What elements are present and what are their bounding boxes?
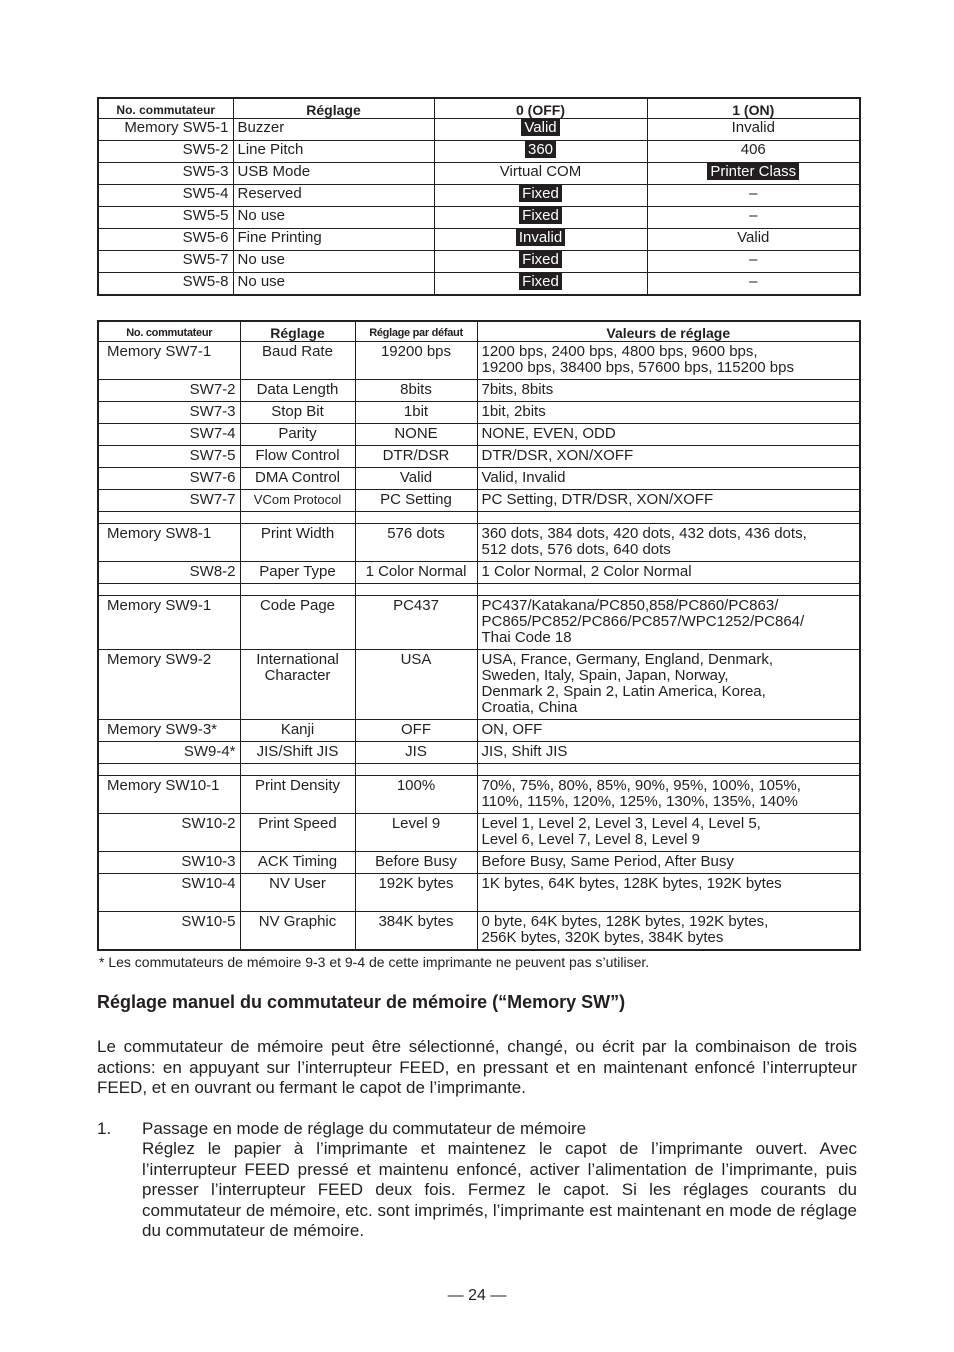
on-value-cell <box>647 273 860 296</box>
switch-number: SW10-4 <box>98 874 240 912</box>
setting-name: Print Speed <box>240 814 355 852</box>
default-value: 1 Color Normal <box>355 562 477 584</box>
on-value: – <box>749 207 758 224</box>
setting-name: DMA Control <box>240 468 355 490</box>
setting-values: PC Setting, DTR/DSR, XON/XOFF <box>477 490 860 512</box>
setting-values: 70%, 75%, 80%, 85%, 90%, 95%, 100%, 105%, 110%, 115%, 120%, 125%, 130%, 135%, 140% <box>477 776 860 814</box>
default-value: 1bit <box>355 402 477 424</box>
default-value: Valid <box>355 468 477 490</box>
switch-number: SW7-2 <box>98 380 240 402</box>
setting-values: 1K bytes, 64K bytes, 128K bytes, 192K bytes <box>477 874 860 912</box>
default-value: Level 9 <box>355 814 477 852</box>
setting-name: VCom Protocol <box>240 490 355 512</box>
switch-number: Memory SW5-1 <box>98 119 233 141</box>
separator-cell <box>477 764 860 776</box>
switch-number: SW7-6 <box>98 468 240 490</box>
table-row <box>98 490 860 512</box>
memory-switch-5-table <box>97 97 861 296</box>
default-value: 576 dots <box>355 524 477 562</box>
memory-switch-7-10-table <box>97 320 861 951</box>
table-row <box>98 742 860 764</box>
setting-values: 1200 bps, 2400 bps, 4800 bps, 9600 bps, 19200 bps, 38400 bps, 57600 bps, 115200 bps <box>477 342 860 380</box>
default-value: 19200 bps <box>355 342 477 380</box>
table-row <box>98 163 860 185</box>
setting-name: International Character <box>240 650 355 720</box>
step-body: Réglez le papier à l’imprimante et maintenez le capot de l’imprimante ouvert. Avec l’interrupteur FEED pressé et maintenu enfoncé, activer l’alimentation de l’imprimante, puis presser l’interrupteur FEED deux fois. Fermez le capot. Si les réglages courants du commutateur de mémoire, etc. sont imprimés, l’imprimante est maintenant en mode de réglage du commutateur de mémoire. <box>142 1139 857 1240</box>
setting-values: PC437/Katakana/PC850,858/PC860/PC863/ PC865/PC852/PC866/PC857/WPC1252/PC864/ Thai Code 18 <box>477 596 860 650</box>
table-row <box>98 874 860 912</box>
off-value: Fixed <box>519 185 562 202</box>
table-row <box>98 380 860 402</box>
table-row <box>98 596 860 650</box>
setting-name: Reserved <box>233 185 434 207</box>
on-value: Invalid <box>731 119 775 136</box>
header-on: 1 (ON) <box>647 98 860 119</box>
on-value-cell <box>647 119 860 141</box>
on-value-cell <box>647 141 860 163</box>
on-value-cell <box>647 185 860 207</box>
default-value: 8bits <box>355 380 477 402</box>
table-row <box>98 424 860 446</box>
setting-values: Before Busy, Same Period, After Busy <box>477 852 860 874</box>
off-value: 360 <box>525 141 556 158</box>
off-value-cell <box>434 163 647 185</box>
table-row <box>98 446 860 468</box>
setting-name: Baud Rate <box>240 342 355 380</box>
default-value: USA <box>355 650 477 720</box>
intro-paragraph: Le commutateur de mémoire peut être sélectionné, changé, ou écrit par la combinaison de trois actions: en appuyant sur l’interrupteur FEED, en pressant et en maintenant enfoncé l’interrupteur FEED, et en ouvrant ou fermant le capot de l’imprimante. <box>97 1037 857 1097</box>
switch-number: Memory SW10-1 <box>98 776 240 814</box>
switch-number: SW5-5 <box>98 207 233 229</box>
separator-cell <box>240 764 355 776</box>
separator-cell <box>98 584 240 596</box>
default-value: PC437 <box>355 596 477 650</box>
table-row <box>98 720 860 742</box>
setting-values: DTR/DSR, XON/XOFF <box>477 446 860 468</box>
setting-name: Fine Printing <box>233 229 434 251</box>
default-value: Before Busy <box>355 852 477 874</box>
off-value-cell <box>434 119 647 141</box>
default-value: NONE <box>355 424 477 446</box>
table-row <box>98 207 860 229</box>
setting-values: Level 1, Level 2, Level 3, Level 4, Level 5, Level 6, Level 7, Level 8, Level 9 <box>477 814 860 852</box>
switch-number: Memory SW9-2 <box>98 650 240 720</box>
default-value: JIS <box>355 742 477 764</box>
off-value: Fixed <box>519 207 562 224</box>
off-value-cell <box>434 229 647 251</box>
default-value: DTR/DSR <box>355 446 477 468</box>
setting-name: Code Page <box>240 596 355 650</box>
header-no: No. commutateur <box>98 321 240 342</box>
setting-name: Buzzer <box>233 119 434 141</box>
table-row <box>98 119 860 141</box>
switch-number: SW9-4* <box>98 742 240 764</box>
table-row <box>98 251 860 273</box>
setting-values: NONE, EVEN, ODD <box>477 424 860 446</box>
default-value: 100% <box>355 776 477 814</box>
off-value: Virtual COM <box>499 163 582 180</box>
table-row <box>98 185 860 207</box>
switch-number: SW5-4 <box>98 185 233 207</box>
on-value-cell <box>647 229 860 251</box>
setting-name: No use <box>233 251 434 273</box>
setting-name: No use <box>233 207 434 229</box>
on-value: – <box>749 273 758 290</box>
switch-number: SW8-2 <box>98 562 240 584</box>
setting-name: Flow Control <box>240 446 355 468</box>
table-row <box>98 468 860 490</box>
header-setting: Réglage <box>240 321 355 342</box>
off-value: Valid <box>521 119 559 136</box>
switch-number: SW5-7 <box>98 251 233 273</box>
switch-number: SW7-5 <box>98 446 240 468</box>
switch-number: Memory SW8-1 <box>98 524 240 562</box>
switch-number: SW7-7 <box>98 490 240 512</box>
on-value: Valid <box>737 229 770 246</box>
setting-name: Stop Bit <box>240 402 355 424</box>
setting-name: No use <box>233 273 434 296</box>
table-row <box>98 650 860 720</box>
setting-name: Paper Type <box>240 562 355 584</box>
switch-number: SW5-2 <box>98 141 233 163</box>
on-value-cell <box>647 207 860 229</box>
setting-name: NV User <box>240 874 355 912</box>
separator-cell <box>477 584 860 596</box>
switch-number: SW10-3 <box>98 852 240 874</box>
switch-number: SW5-8 <box>98 273 233 296</box>
separator-cell <box>98 764 240 776</box>
group-separator <box>98 512 860 524</box>
step-title: Passage en mode de réglage du commutateur de mémoire <box>142 1119 587 1138</box>
separator-cell <box>240 584 355 596</box>
separator-cell <box>98 512 240 524</box>
table-row <box>98 141 860 163</box>
setting-name: Print Density <box>240 776 355 814</box>
switch-number: Memory SW9-1 <box>98 596 240 650</box>
header-values: Valeurs de réglage <box>477 321 860 342</box>
switch-number: Memory SW9-3* <box>98 720 240 742</box>
header-setting: Réglage <box>233 98 434 119</box>
table-row <box>98 852 860 874</box>
switch-number: Memory SW7-1 <box>98 342 240 380</box>
on-value: – <box>749 185 758 202</box>
off-value: Fixed <box>519 251 562 268</box>
table-row <box>98 912 860 951</box>
off-value-cell <box>434 207 647 229</box>
setting-values: Valid, Invalid <box>477 468 860 490</box>
setting-name: Parity <box>240 424 355 446</box>
group-separator <box>98 584 860 596</box>
table-row <box>98 402 860 424</box>
off-value-cell <box>434 251 647 273</box>
setting-values: 1bit, 2bits <box>477 402 860 424</box>
separator-cell <box>355 584 477 596</box>
on-value: – <box>749 251 758 268</box>
setting-name: JIS/Shift JIS <box>240 742 355 764</box>
setting-name: Line Pitch <box>233 141 434 163</box>
table-row <box>98 814 860 852</box>
separator-cell <box>355 512 477 524</box>
default-value: PC Setting <box>355 490 477 512</box>
switch-number: SW7-3 <box>98 402 240 424</box>
setting-values: USA, France, Germany, England, Denmark, Sweden, Italy, Spain, Japan, Norway, Denmark 2, Spain 2, Latin America, Korea, Croatia, China <box>477 650 860 720</box>
switch-number: SW10-2 <box>98 814 240 852</box>
header-default: Réglage par défaut <box>355 321 477 342</box>
on-value-cell <box>647 251 860 273</box>
off-value: Invalid <box>516 229 565 246</box>
on-value: Printer Class <box>707 163 799 180</box>
setting-values: 7bits, 8bits <box>477 380 860 402</box>
header-no: No. commutateur <box>98 98 233 119</box>
setting-values: 360 dots, 384 dots, 420 dots, 432 dots, 436 dots, 512 dots, 576 dots, 640 dots <box>477 524 860 562</box>
setting-name: NV Graphic <box>240 912 355 951</box>
switch-number: SW5-6 <box>98 229 233 251</box>
table-row <box>98 229 860 251</box>
header-off: 0 (OFF) <box>434 98 647 119</box>
default-value: 384K bytes <box>355 912 477 951</box>
off-value-cell <box>434 141 647 163</box>
on-value-cell <box>647 163 860 185</box>
setting-values: 1 Color Normal, 2 Color Normal <box>477 562 860 584</box>
switch-number: SW10-5 <box>98 912 240 951</box>
setting-name: ACK Timing <box>240 852 355 874</box>
table-row <box>98 562 860 584</box>
separator-cell <box>240 512 355 524</box>
group-separator <box>98 764 860 776</box>
off-value-cell <box>434 185 647 207</box>
setting-name: Kanji <box>240 720 355 742</box>
setting-name: Data Length <box>240 380 355 402</box>
setting-name: USB Mode <box>233 163 434 185</box>
table-row <box>98 524 860 562</box>
table-row <box>98 273 860 296</box>
default-value: 192K bytes <box>355 874 477 912</box>
table-row <box>98 342 860 380</box>
switch-number: SW7-4 <box>98 424 240 446</box>
section-heading: Réglage manuel du commutateur de mémoire (“Memory SW”) <box>97 992 626 1012</box>
default-value: OFF <box>355 720 477 742</box>
separator-cell <box>355 764 477 776</box>
off-value: Fixed <box>519 273 562 290</box>
on-value: 406 <box>740 141 766 158</box>
off-value-cell <box>434 273 647 296</box>
switch-number: SW5-3 <box>98 163 233 185</box>
separator-cell <box>477 512 860 524</box>
step-number: 1. <box>97 1119 112 1138</box>
table-row <box>98 776 860 814</box>
footnote: * Les commutateurs de mémoire 9-3 et 9-4 de cette imprimante ne peuvent pas s’utiliser. <box>99 954 650 970</box>
setting-values: ON, OFF <box>477 720 860 742</box>
setting-name: Print Width <box>240 524 355 562</box>
setting-values: 0 byte, 64K bytes, 128K bytes, 192K bytes, 256K bytes, 320K bytes, 384K bytes <box>477 912 860 951</box>
setting-values: JIS, Shift JIS <box>477 742 860 764</box>
page-number: — 24 — <box>447 1287 507 1304</box>
